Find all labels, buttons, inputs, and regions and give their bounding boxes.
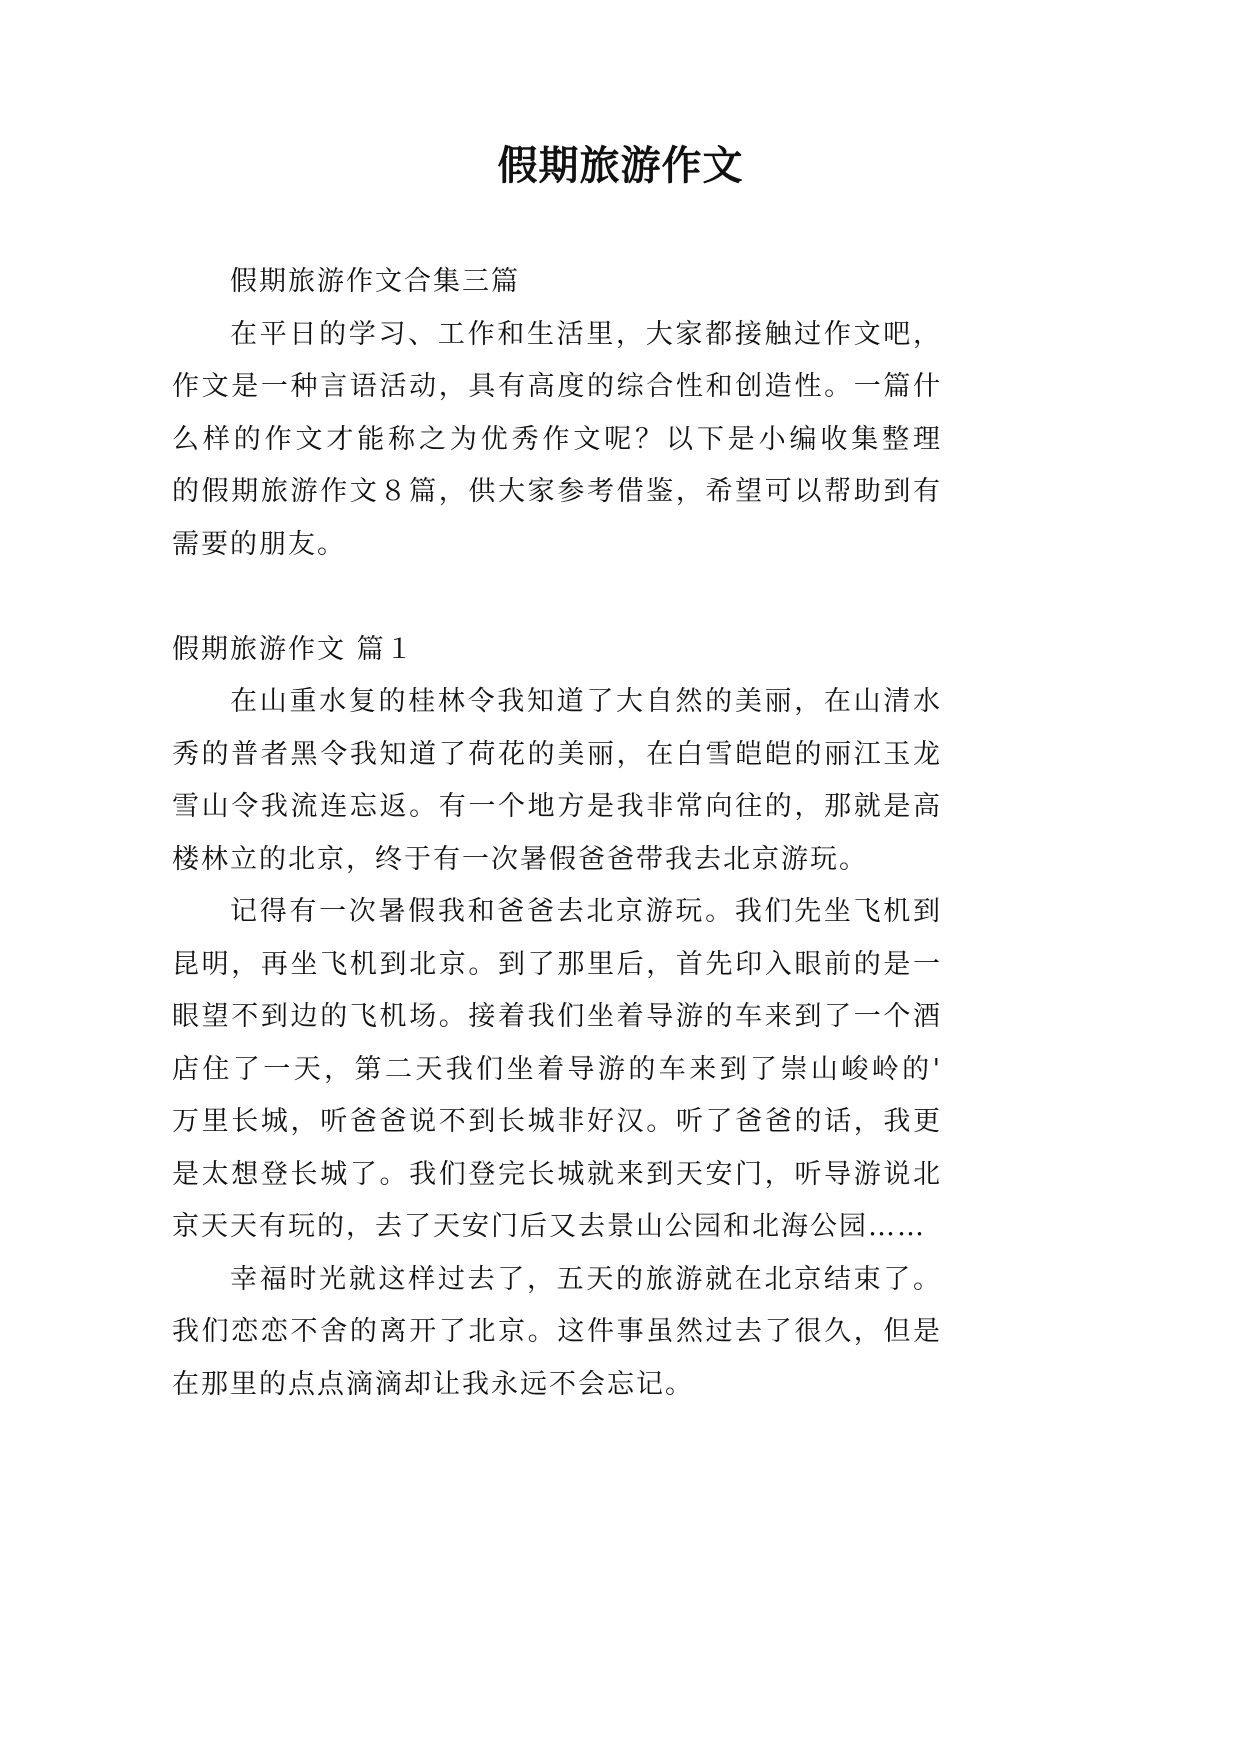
paragraph — [172, 1254, 942, 1412]
section-heading — [172, 624, 942, 677]
text-line: 秀的普者黑令我知道了荷花的美丽，在白雪皑皑的丽江玉龙 — [172, 738, 942, 770]
text-line: 店住了一天，第二天我们坐着导游的车来到了崇山峻岭的' — [172, 1053, 942, 1085]
text-line: 记得有一次暑假我和爸爸去北京游玩。我们先坐飞机到 — [230, 896, 942, 927]
text-line: 楼林立的北京，终于有一次暑假爸爸带我去北京游玩。 — [172, 843, 868, 875]
text-line: 眼望不到边的飞机场。接着我们坐着导游的车来到了一个酒 — [172, 1001, 942, 1032]
paragraph — [172, 309, 942, 572]
text-line: 在山重水复的桂林令我知道了大自然的美丽，在山清水 — [230, 686, 942, 717]
text-line: 在那里的点点滴滴却让我永远不会忘记。 — [172, 1368, 694, 1400]
text-line: 作文是一种言语活动，具有高度的综合性和创造性。一篇什 — [172, 371, 942, 402]
text-line: 的假期旅游作文８篇，供大家参考借鉴，希望可以帮助到有 — [172, 476, 942, 507]
text-line: 我们恋恋不舍的离开了北京。这件事虽然过去了很久，但是 — [172, 1316, 942, 1347]
text-line: 在平日的学习、工作和生活里，大家都接触过作文吧， — [230, 318, 942, 350]
text-line: 万里长城，听爸爸说不到长城非好汉。听了爸爸的话，我更 — [172, 1106, 942, 1137]
text-line: 是太想登长城了。我们登完长城就来到天安门，听导游说北 — [172, 1158, 942, 1190]
text-line: 京天天有玩的，去了天安门后又去景山公园和北海公园…… — [172, 1211, 926, 1242]
paragraph — [172, 676, 942, 886]
text-line: 昆明，再坐飞机到北京。到了那里后，首先印入眼前的是一 — [172, 948, 942, 980]
text-line: 么样的作文才能称之为优秀作文呢？以下是小编收集整理 — [172, 423, 942, 455]
document-title: 假期旅游作文 — [497, 142, 744, 189]
text-line: 幸福时光就这样过去了，五天的旅游就在北京结束了。 — [230, 1263, 942, 1295]
text-line: 需要的朋友。 — [172, 528, 346, 560]
text-line: 假期旅游作文 篇１ — [172, 633, 415, 665]
document-body — [172, 256, 942, 1411]
paragraph — [172, 886, 942, 1254]
text-line: 雪山令我流连忘返。有一个地方是我非常向往的，那就是高 — [172, 791, 942, 822]
text-line: 假期旅游作文合集三篇 — [230, 266, 520, 297]
blank-line — [172, 571, 942, 624]
paragraph — [172, 256, 942, 309]
